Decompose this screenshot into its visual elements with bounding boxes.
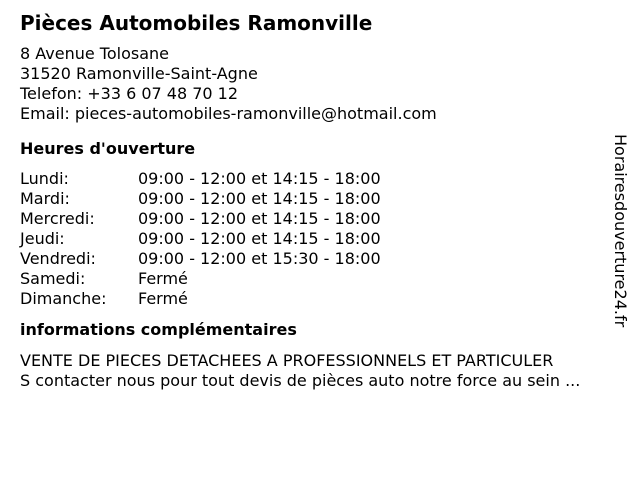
- hours-row: [20, 249, 620, 269]
- hours-title: Heures d'ouverture: [20, 139, 196, 158]
- hours-day: Mardi:: [20, 189, 70, 208]
- contact-block: [20, 44, 620, 124]
- hours-time: Fermé: [138, 269, 188, 288]
- hours-day: Mercredi:: [20, 209, 95, 228]
- hours-time: 09:00 - 12:00 et 14:15 - 18:00: [138, 169, 381, 188]
- hours-time: 09:00 - 12:00 et 14:15 - 18:00: [138, 229, 381, 248]
- hours-row: [20, 209, 620, 229]
- hours-day: Vendredi:: [20, 249, 96, 268]
- hours-day: Samedi:: [20, 269, 86, 288]
- hours-time: 09:00 - 12:00 et 15:30 - 18:00: [138, 249, 381, 268]
- hours-row: [20, 189, 620, 209]
- hours-time: Fermé: [138, 289, 188, 308]
- address-line-2: 31520 Ramonville-Saint-Agne: [20, 64, 258, 83]
- info-line-2: S contacter nous pour tout devis de pièces auto notre force au sein ...: [20, 371, 581, 390]
- hours-time: 09:00 - 12:00 et 14:15 - 18:00: [138, 189, 381, 208]
- business-card: [20, 10, 620, 391]
- hours-row: [20, 169, 620, 189]
- phone: Telefon: +33 6 07 48 70 12: [20, 84, 239, 103]
- info-line-1: VENTE DE PIECES DETACHEES A PROFESSIONNELS ET PARTICULER: [20, 351, 554, 370]
- hours-table: [20, 169, 620, 309]
- info-text: [20, 351, 620, 391]
- hours-day: Dimanche:: [20, 289, 107, 308]
- business-name: Pièces Automobiles Ramonville: [20, 11, 373, 35]
- hours-row: [20, 289, 620, 309]
- hours-day: Lundi:: [20, 169, 69, 188]
- address-line-1: 8 Avenue Tolosane: [20, 44, 169, 63]
- site-watermark: Horairesdouverture24.fr: [611, 134, 630, 328]
- info-title: informations complémentaires: [20, 320, 297, 339]
- email: Email: pieces-automobiles-ramonville@hotmail.com: [20, 104, 437, 123]
- hours-row: [20, 229, 620, 249]
- hours-time: 09:00 - 12:00 et 14:15 - 18:00: [138, 209, 381, 228]
- hours-day: Jeudi:: [20, 229, 65, 248]
- hours-row: [20, 269, 620, 289]
